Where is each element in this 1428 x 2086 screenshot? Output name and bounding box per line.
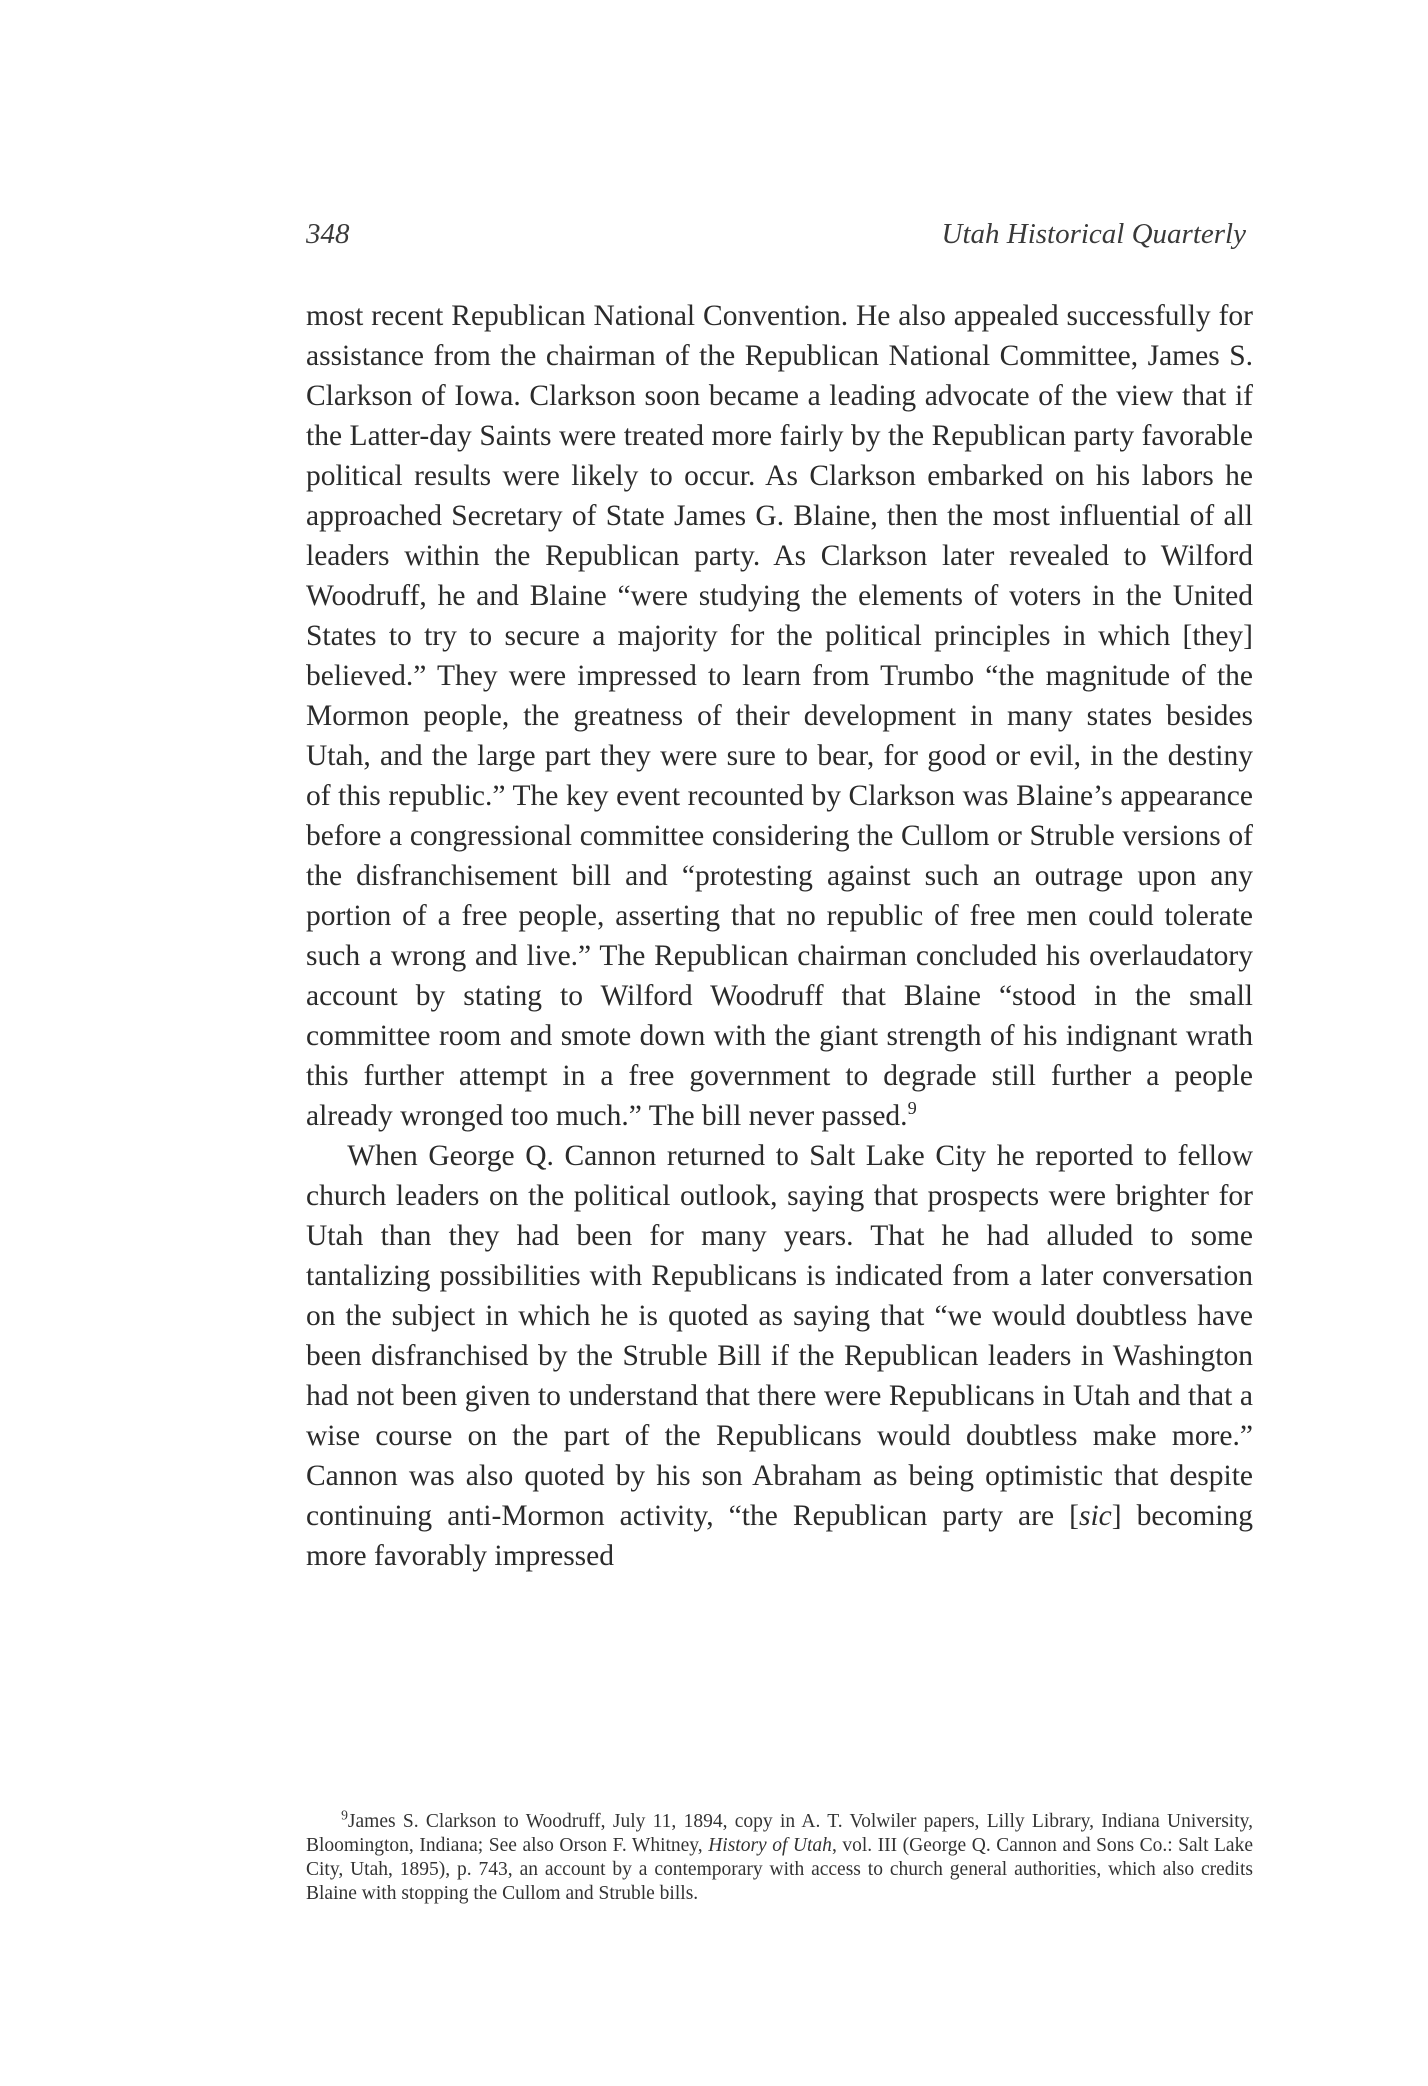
footnote-text-end: , vol. III (George Q. Cannon and Sons Co.: Salt Lake City, Utah, 1895), p. 743, an account by a contemporary with access to church general authorities, which also credits Blaine with stopping the Cullom and Struble bills. xyxy=(306,1835,1253,1904)
page-number: 348 xyxy=(306,218,350,250)
footnote-text: James S. Clarkson to Woodruff, July 11, 1894, copy in A. T. Volwiler papers, Lilly Library, Indiana University, Bloomington, Indiana; See also Orson F. Whitney, xyxy=(306,1811,1253,1856)
paragraph-1-text: most recent Republican National Convention. He also appealed successfully for assistance from the chairman of the Republican National Committee, James S. Clarkson of Iowa. Clarkson soon became a leading advocate of the view that if the Latter-day Saints were treated more fairly by the Republican party favorable political results were likely to occur. As Clarkson embarked on his labors he approached Secretary of State James G. Blaine, then the most influential of all leaders within the Republican party. As Clarkson later revealed to Wilford Woodruff, he and Blaine “were studying the elements of voters in the United States to try to secure a majority for the political principles in which [they] believed.” They were impressed to learn from Trumbo “the magnitude of the Mormon people, the greatness of their development in many states besides Utah, and the large part they were sure to bear, for good or evil, in the destiny of this republic.” The key event recounted by Clarkson was Blaine’s appearance before a congressional committee considering the Cullom or Struble versions of the disfranchisement bill and “protesting against such an outrage upon any portion of a free people, asserting that no republic of free men could tolerate such a wrong and live.” The Republican chairman concluded his overlaudatory account by stating to Wilford Woodruff that Blaine “stood in the small committee room and smote down with the giant strength of his indignant wrath this further attempt in a free government to degrade still further a people already wronged too much.” The bill never passed. xyxy=(306,300,1253,1132)
paragraph-2-text: When George Q. Cannon returned to Salt Lake City he reported to fellow church leaders on the political outlook, saying that prospects were brighter for Utah than they had been for many years. That he had alluded to some tantalizing possibilities with Republicans is indicated from a later conversation on the subject in which he is quoted as saying that “we would doubtless have been disfranchised by the Struble Bill if the Republican leaders in Washington had not been given to understand that there were Republicans in Utah and that a wise course on the part of the Republicans would doubtless make more.” Cannon was also quoted by his son Abraham as being optimistic that despite continuing anti-Mormon activity, “the Republican party are [ xyxy=(306,1140,1253,1532)
footnotes xyxy=(306,1807,1253,1906)
body-text xyxy=(306,296,1253,1576)
running-head xyxy=(306,214,1246,254)
footnote-reference: 9 xyxy=(907,1098,917,1119)
paragraph-1 xyxy=(306,296,1253,1136)
footnote-9 xyxy=(306,1807,1253,1906)
journal-title: Utah Historical Quarterly xyxy=(941,218,1246,250)
footnote-book-title: History of Utah xyxy=(708,1835,832,1856)
paragraph-2-text-end: ] becoming more favorably impressed xyxy=(306,1500,1253,1572)
footnote-mark: 9 xyxy=(341,1807,348,1823)
paragraph-2 xyxy=(306,1136,1253,1576)
sic-italic: sic xyxy=(1078,1500,1112,1532)
